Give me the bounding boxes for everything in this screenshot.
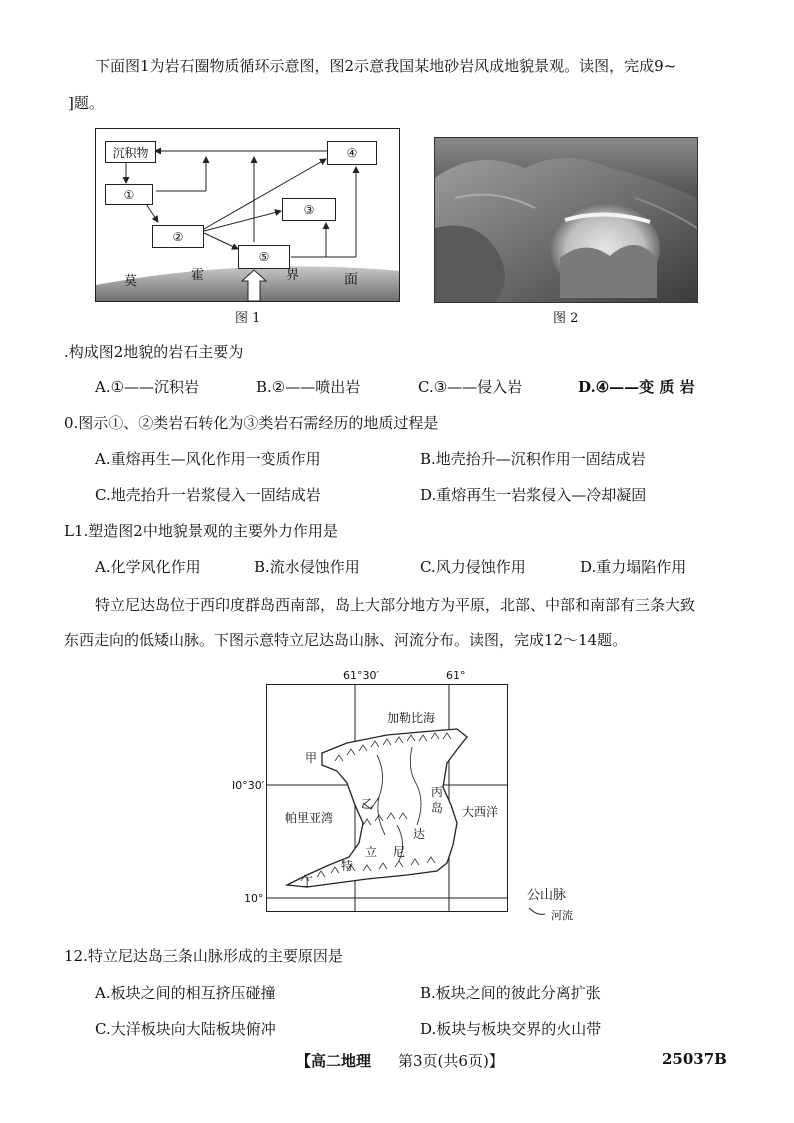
legend-river-label: 河流 <box>551 909 573 922</box>
intro-line-2: ]题。 <box>68 94 104 112</box>
figure-1 <box>95 128 400 302</box>
q11-option-c: C.风力侵蚀作用 <box>420 558 526 576</box>
rock-box-4: ④ <box>327 141 377 165</box>
moho-char-3: 界 <box>286 268 300 283</box>
map-lat-label-2: 10° <box>244 892 264 905</box>
figure-1-caption: 图 1 <box>235 311 261 326</box>
footer-subject: 【高二地理 <box>296 1052 372 1070</box>
trinidad-map <box>266 684 508 912</box>
map-li-label: 立 <box>365 845 378 859</box>
legend-mountain-label: 公山脉 <box>527 888 567 903</box>
q11-option-a: A.化学风化作用 <box>95 558 201 576</box>
footer-code: 25037B <box>662 1050 727 1068</box>
q12-option-a: A.板块之间的相互挤压碰撞 <box>95 984 276 1002</box>
q10-option-c: C.地壳抬升一岩浆侵入一固结成岩 <box>95 486 321 504</box>
q10-option-b: B.地壳抬升—沉积作用一固结成岩 <box>420 450 646 468</box>
map-lon-label-2: 61° <box>446 669 466 682</box>
q9-option-a: A.①——沉积岩 <box>95 378 200 396</box>
magma-box-5: ⑤ <box>238 245 290 269</box>
map-jia-label: 甲 <box>305 751 318 765</box>
moho-char-4: 面 <box>344 272 358 288</box>
map-lon-label-1: 61°30′ <box>343 669 379 682</box>
map-caribbean-label: 加勒比海 <box>387 711 436 725</box>
q11-stem: L1.塑造图2中地貌景观的主要外力作用是 <box>64 522 338 540</box>
q10-option-a: A.重熔再生—风化作用一变质作用 <box>95 450 321 468</box>
map-bing-label: 丙 <box>431 785 444 799</box>
figure-2-photo <box>434 137 698 303</box>
moho-char-2: 霍 <box>191 268 205 283</box>
rock-box-3: ③ <box>282 198 336 221</box>
map-dao-label: 岛 <box>431 801 444 815</box>
rock-box-1: ① <box>105 184 153 205</box>
map-da-label: 达 <box>413 827 426 841</box>
map-ding-label: 丁 <box>301 875 314 889</box>
map-te-label: 特 <box>341 859 354 873</box>
figure-2-caption: 图 2 <box>553 311 579 326</box>
q10-stem: 0.图示①、②类岩石转化为③类岩石需经历的地质过程是 <box>64 414 439 432</box>
map-paria-label: 帕里亚湾 <box>285 811 334 825</box>
intro2-line-1: 特立尼达岛位于西印度群岛西南部，岛上大部分地方为平原，北部、中部和南部有三条大致 <box>95 596 696 614</box>
q12-option-b: B.板块之间的彼此分离扩张 <box>420 984 601 1002</box>
q11-option-b: B.流水侵蚀作用 <box>254 558 360 576</box>
q9-option-b: B.②——喷出岩 <box>256 378 361 396</box>
sediment-box: 沉积物 <box>105 141 156 163</box>
footer-page: 第3页(共6页)】 <box>398 1052 504 1070</box>
q12-option-c: C.大洋板块向大陆板块俯冲 <box>95 1020 276 1038</box>
rock-box-2: ② <box>152 225 204 248</box>
map-atlantic-label: 大西洋 <box>462 805 499 819</box>
map-ni-label: 尼 <box>393 845 406 859</box>
q9-stem: .构成图2地貌的岩石主要为 <box>64 343 244 361</box>
q9-option-c: C.③——侵入岩 <box>418 378 523 396</box>
q10-option-d: D.重熔再生一岩浆侵入—冷却凝固 <box>420 486 647 504</box>
q12-stem: 12.特立尼达岛三条山脉形成的主要原因是 <box>64 947 343 965</box>
intro2-line-2: 东西走向的低矮山脉。下图示意特立尼达岛山脉、河流分布。读图，完成12～14题。 <box>64 631 628 649</box>
q12-option-d: D.板块与板块交界的火山带 <box>420 1020 602 1038</box>
intro-line-1: 下面图1为岩石圈物质循环示意图，图2示意我国某地砂岩风成地貌景观。读图，完成9~ <box>95 57 677 75</box>
q9-option-d: D.④——变 质 岩 <box>578 378 695 396</box>
map-lat-label-1: I0°30′ <box>232 779 265 792</box>
q11-option-d: D.重力塌陷作用 <box>580 558 687 576</box>
moho-char-1: 莫 <box>124 274 138 289</box>
legend-river-icon <box>527 904 547 918</box>
map-yi-label: 乙 <box>361 797 374 811</box>
